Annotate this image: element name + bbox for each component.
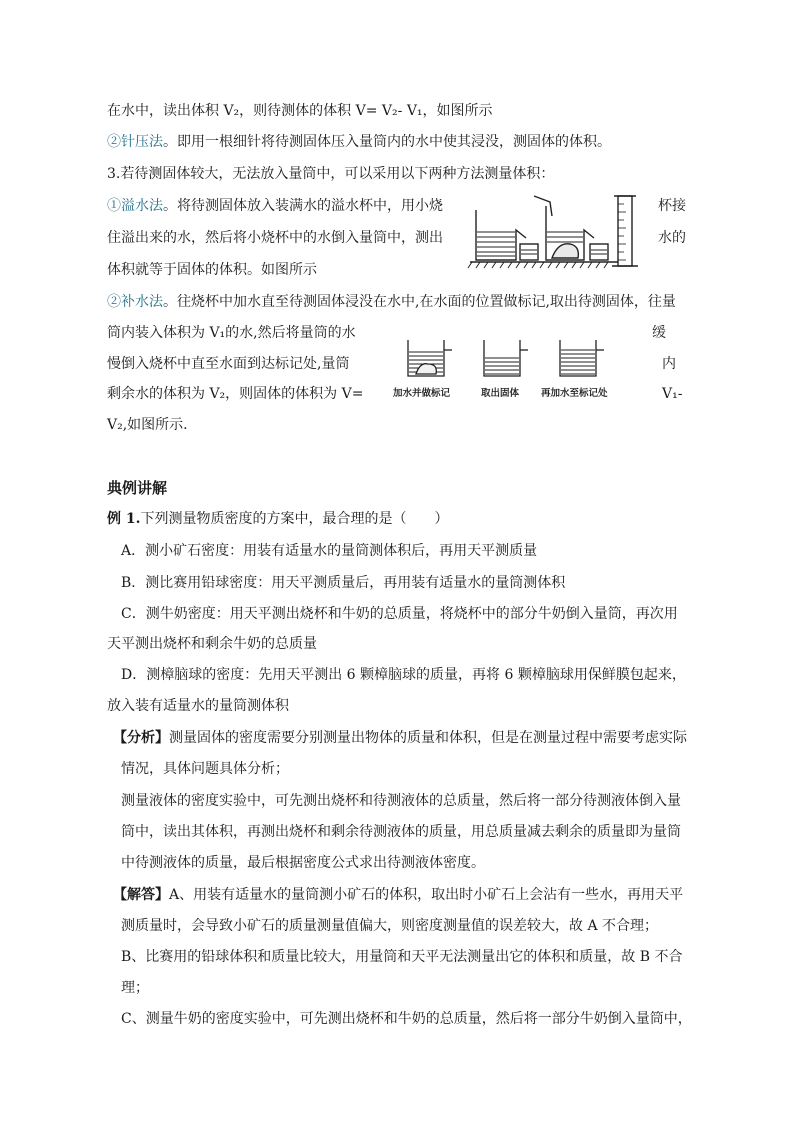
option-d-line-1: D．测樟脑球的密度：先用天平测出 6 颗樟脑球的质量，再将 6 颗樟脑球用保鲜膜包起来，: [121, 667, 686, 683]
yishui-line-2-end: 水的: [658, 230, 686, 246]
option-d-line-2: 放入装有适量水的量筒测体积: [107, 698, 289, 714]
analysis-line-2: 情况，具体问题具体分析；: [121, 761, 289, 777]
analysis-line-3: 测量液体的密度实验中，可先测出烧杯和待测液体的总质量，然后将一部分待测液体倒入量: [121, 793, 681, 809]
analysis-line-1: [113, 728, 687, 748]
option-c-line-1: C．测牛奶密度：用天平测出烧杯和牛奶的总质量，将烧杯中的部分牛奶倒入量筒，再次用: [121, 606, 678, 622]
bushui-line-1: [107, 292, 676, 312]
supplement-method-figure: [400, 336, 640, 378]
bushui-label: ②补水法: [107, 294, 163, 310]
analysis-text-1: 测量固体的密度需要分别测量出物体的质量和体积，但是在测量过程中需要考虑实际: [169, 730, 687, 746]
bushui-line-4-end: V₁-: [662, 386, 683, 402]
bushui-text-1: 。往烧杯中加水直至待测固体浸没在水中,在水面的位置做标记,取出待测固体，往量: [163, 294, 676, 310]
bushui-line-3: 慢倒入烧杯中直至水面到达标记处,量筒: [107, 356, 350, 372]
solution-label: 【解答】: [113, 887, 169, 903]
example-question: [107, 509, 449, 529]
example-question-text: 下列测量物质密度的方案中，最合理的是（ ）: [140, 511, 449, 527]
zhenya-label: ②针压法: [107, 134, 163, 150]
caption-add-water-mark: 加水并做标记: [393, 388, 451, 399]
solution-line-5: C、测量牛奶的密度实验中，可先测出烧杯和牛奶的总质量，然后将一部分牛奶倒入量筒中，: [121, 1011, 692, 1027]
option-a: A．测小矿石密度：用装有适量水的量筒测体积后，再用天平测质量: [121, 543, 538, 559]
yishui-text-1: 。将待测固体放入装满水的溢水杯中，用小烧: [163, 198, 443, 214]
point-3: 3.若待测固体较大，无法放入量筒中，可以采用以下两种方法测量体积：: [107, 166, 555, 182]
caption-remove-solid: 取出固体: [481, 388, 520, 399]
zhenya-text: 。即用一根细针将待测固体压入量筒内的水中使其浸没，测固体的体积。: [163, 134, 611, 150]
option-b: B．测比赛用铅球密度：用天平测质量后，再用装有适量水的量筒测体积: [121, 575, 566, 591]
solution-line-1: [113, 885, 683, 905]
option-c-line-2: 天平测出烧杯和剩余牛奶的总质量: [107, 636, 317, 652]
analysis-line-5: 中待测液体的质量，最后根据密度公式求出待测液体密度。: [121, 855, 485, 871]
bushui-line-5: V₂,如图所示.: [107, 417, 188, 433]
yishui-line-1: [107, 196, 443, 216]
intro-line-1: 在水中，读出体积 V₂，则待测体的体积 V= V₂- V₁，如图所示: [107, 103, 493, 119]
solution-line-4: 理；: [121, 980, 149, 996]
solution-text-1: A、用装有适量水的量筒测小矿石的体积，取出时小矿石上会沾有一些水，再用天平: [169, 887, 684, 903]
analysis-line-4: 筒中，读出其体积，再测出烧杯和剩余待测液体的质量，用总质量减去剩余的质量即为量筒: [121, 824, 681, 840]
yishui-line-2: 住溢出来的水，然后将小烧杯中的水倒入量筒中，测出: [107, 230, 443, 246]
yishui-line-3: 体积就等于固体的体积。如图所示: [107, 262, 317, 278]
analysis-label: 【分析】: [113, 730, 169, 746]
solution-line-3: B、比赛用的铅球体积和质量比较大，用量筒和天平无法测量出它的体积和质量，故 B 不合: [121, 949, 683, 965]
bushui-line-2: 筒内装入体积为 V₁的水,然后将量筒的水: [107, 325, 356, 341]
yishui-label: ①溢水法: [107, 198, 163, 214]
zhenya-paragraph: [107, 132, 611, 152]
solution-line-2: 测质量时，会导致小矿石的质量测量值偏大，则密度测量值的误差较大，故 A 不合理；: [121, 918, 659, 934]
bushui-line-3-end: 内: [662, 356, 676, 372]
section-title: 典例讲解: [107, 479, 168, 497]
caption-refill-to-mark: 再加水至标记处: [541, 388, 608, 399]
yishui-line-1-end: 杯接: [658, 198, 686, 214]
bushui-line-2-end: 缓: [652, 325, 666, 341]
overflow-method-figure: [466, 192, 642, 274]
bushui-line-4: 剩余水的体积为 V₂，则固体的体积为 V=: [107, 386, 364, 402]
example-label: 例 1.: [107, 511, 141, 527]
